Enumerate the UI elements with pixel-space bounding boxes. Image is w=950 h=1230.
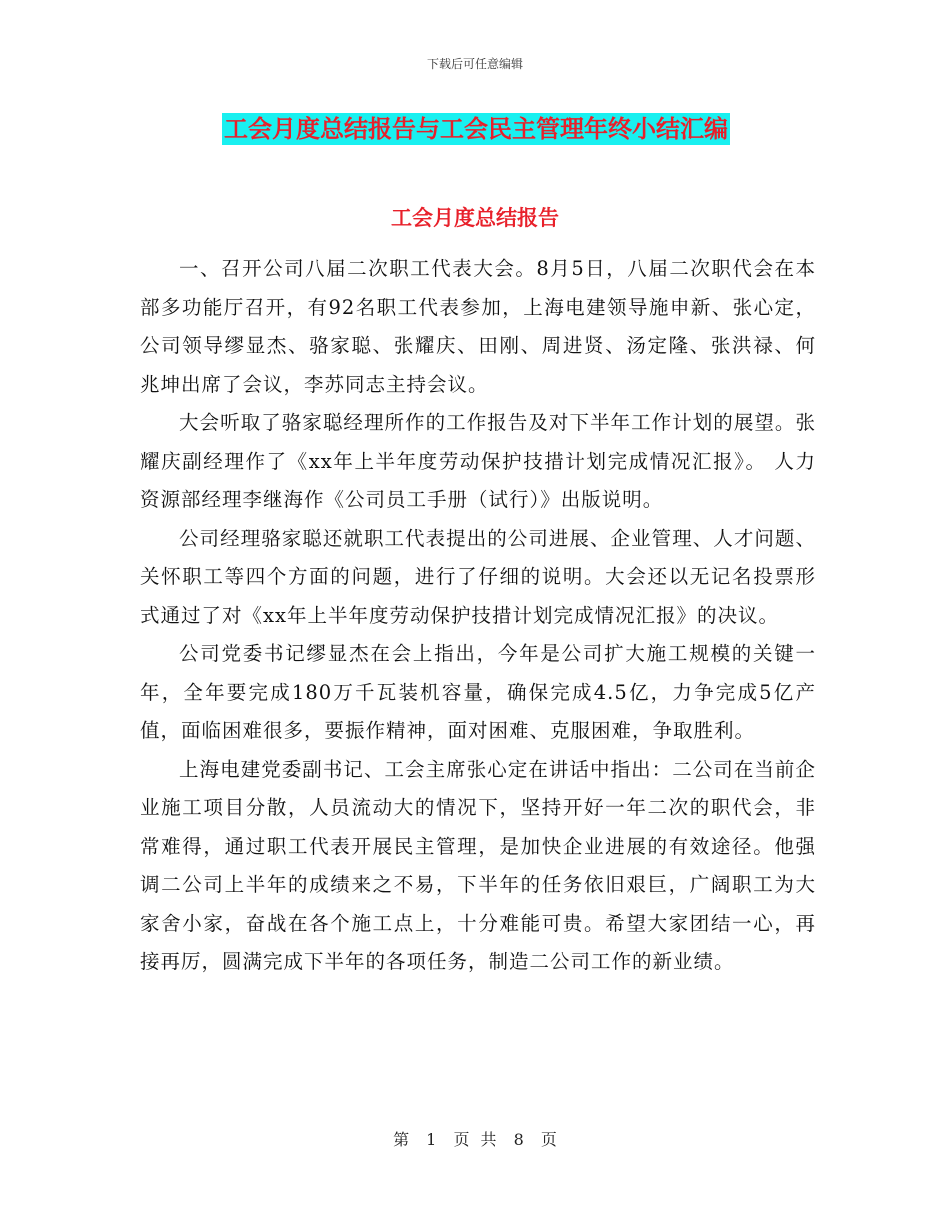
page-prefix: 第 [393, 1130, 410, 1149]
paragraph-4: 公司党委书记缪显杰在会上指出，今年是公司扩大施工规模的关键一年，全年要完成180万千瓦装机容量，确保完成4.5亿，力争完成5亿产值，面临困难很多，要振作精神，面对困难、克服困难，争取胜利。 [140, 642, 816, 742]
page-footer [0, 1127, 950, 1150]
section-title: 工会月度总结报告 [391, 206, 559, 230]
paragraph-2: 大会听取了骆家聪经理所作的工作报告及对下半年工作计划的展望。张耀庆副经理作了《xx年上半年度劳动保护技措计划完成情况汇报》。 人力资源部经理李继海作《公司员工手册（试行）》出版说明。 [140, 411, 816, 511]
page-suffix: 页 [540, 1130, 557, 1149]
paragraph-1: 一、召开公司八届二次职工代表大会。8月5日，八届二次职代会在本部多功能厅召开，有92名职工代表参加，上海电建领导施申新、张心定，公司领导缪显杰、骆家聪、张耀庆、田刚、周进贤、汤定隆、张洪禄、何兆坤出席了会议，李苏同志主持会议。 [140, 257, 816, 396]
total-pages: 8 [513, 1130, 524, 1149]
document-main-title: 工会月度总结报告与工会民主管理年终小结汇编 [224, 115, 728, 143]
paragraph-5: 上海电建党委副书记、工会主席张心定在讲话中指出：二公司在当前企业施工项目分散，人员流动大的情况下，坚持开好一年二次的职代会，非常难得，通过职工代表开展民主管理，是加快企业进展的有效途径。他强调二公司上半年的成绩来之不易，下半年的任务依旧艰巨，广阔职工为大家舍小家，奋战在各个施工点上，十分难能可贵。希望大家团结一心，再接再厉，圆满完成下半年的各项任务，制造二公司工作的新业绩。 [140, 757, 816, 973]
paragraph-3: 公司经理骆家聪还就职工代表提出的公司进展、企业管理、人才问题、关怀职工等四个方面的问题，进行了仔细的说明。大会还以无记名投票形式通过了对《xx年上半年度劳动保护技措计划完成情况汇报》的决议。 [140, 526, 816, 627]
header-note: 下载后可任意编辑 [426, 57, 523, 71]
document-body [140, 250, 816, 982]
page-mid: 页 共 [453, 1130, 497, 1149]
page-number: 1 [426, 1130, 437, 1149]
